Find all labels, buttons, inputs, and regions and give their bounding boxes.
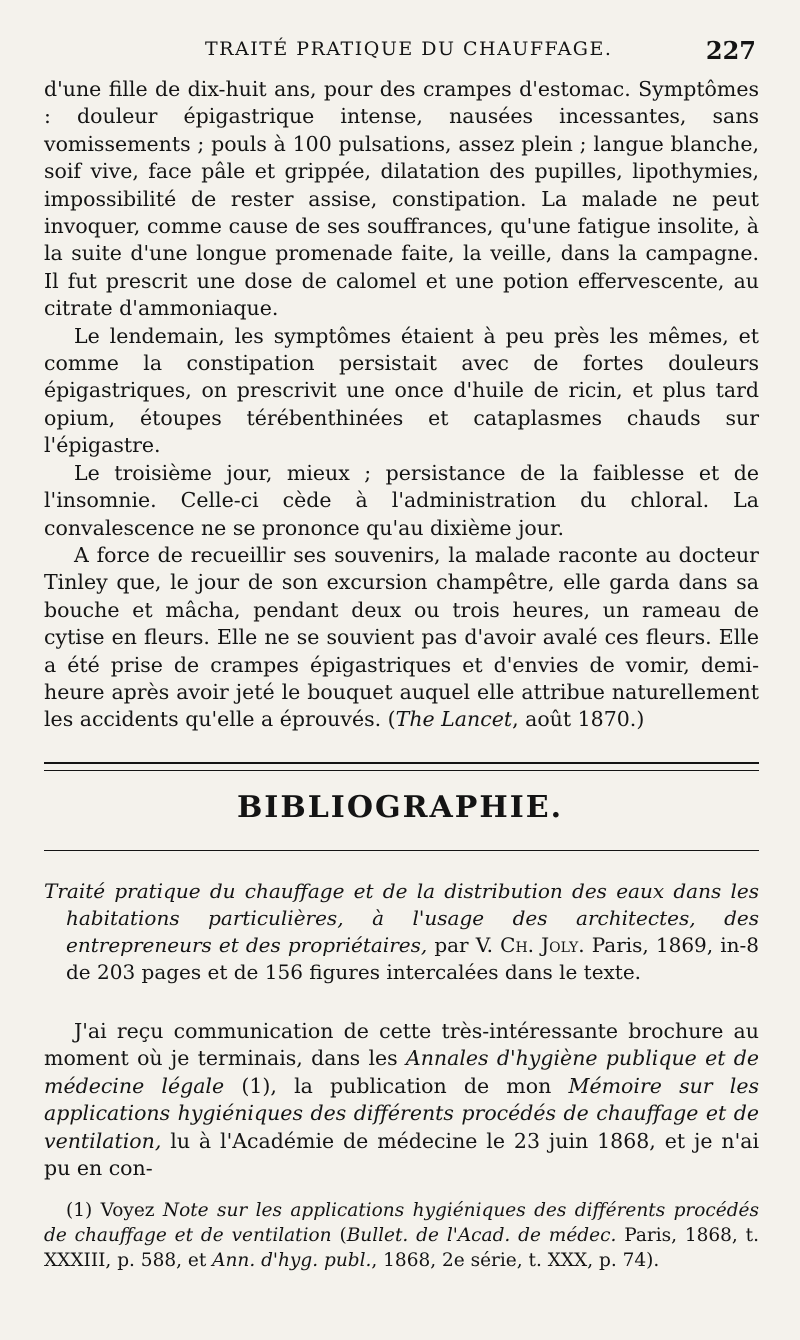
book-title: Traité pratique du chauffage et de la distribution des eaux dans les habitations particulières, à l'usage des architectes, des entrepreneurs et des propriétaires,: [44, 879, 759, 957]
section-divider-double: [44, 762, 759, 771]
review-part-2: (1), la publication de mon: [224, 1073, 569, 1098]
section-title: BIBLIOGRAPHIE.: [236, 790, 564, 825]
page-header: [0, 36, 800, 66]
case-report-text: [44, 76, 759, 734]
bibliography-entry: [44, 878, 759, 986]
book-details: . Paris, 1869, in-8 de 203 pages et de 156 figures intercalées dans le texte.: [66, 933, 759, 984]
review-part-1: J'ai reçu communication de cette très-intéressante brochure au moment où je terminais, dans les: [44, 1019, 759, 1071]
paragraph-next-day: Le lendemain, les symptômes étaient à peu près les mêmes, et comme la constipation persistait avec de fortes douleurs épigastriques, on prescrivit une once d'huile de ricin, et plus tard opium, étoupes térébenthinées et cataplasmes chauds sur l'épigastre.: [44, 323, 759, 458]
paragraph-third-day: Le troisième jour, mieux ; persistance de la faiblesse et de l'insomnie. Celle-ci cède à l'administration du chloral. La convalescence ne se prononce qu'au dixième jour.: [44, 460, 759, 540]
paragraph-review: [44, 1018, 759, 1182]
review-part-3: lu à l'Académie de médecine le 23 juin 1868, et je n'ai pu en con-: [44, 1128, 759, 1181]
cause-text: A force de recueillir ses souvenirs, la malade raconte au docteur Tinley que, le jour de son excursion champêtre, elle garda dans sa bouche et mâcha, pendant deux ou trois heures, un rameau de cytise en fleurs. Elle ne se souvient pas d'avoir avalé ces fleurs. Elle a été prise de crampes épigastriques et d'envies de vomir, demi-heure après avoir jeté le bouquet auquel elle attribue naturellement les accidents qu'elle a éprouvés. (: [44, 542, 759, 732]
footnote: [44, 1198, 759, 1273]
source-date: , août 1870.): [512, 707, 645, 732]
paragraph-cause: [44, 542, 759, 734]
review-text: [44, 1018, 759, 1182]
footnote-part-2: (: [331, 1225, 347, 1246]
page-number: 227: [705, 36, 756, 65]
footnote-italic-2: Bullet. de l'Acad. de médec.: [346, 1225, 617, 1246]
footnote-part-4: , 1868, 2e série, t. XXX, p. 74).: [371, 1250, 660, 1271]
source-journal: The Lancet: [395, 707, 513, 732]
footnote-italic-1: Note sur les applications hygiéniques des différents procédés de chauffage et de ventilation: [44, 1200, 759, 1246]
footnote-text: [44, 1198, 759, 1273]
review-journal: Annales d'hygiène publique et de médecine légale: [44, 1046, 759, 1098]
footnote-part-3: Paris, 1868, t. XXXIII, p. 588, et: [44, 1225, 759, 1271]
review-memoire: Mémoire sur les applications hygiéniques des différents procédés de chauffage et de ventilation,: [44, 1073, 760, 1153]
footnote-part-1: (1) Voyez: [66, 1200, 163, 1221]
paragraph-symptoms: d'une fille de dix-huit ans, pour des crampes d'estomac. Symptômes : douleur épigastrique intense, nausées incessantes, sans vomissements ; pouls à 100 pulsations, assez plein ; langue blanche, soif vive, face pâle et grippée, dilatation des pupilles, lipothymies, impossibilité de rester assise, constipation. La malade ne peut invoquer, comme cause de ses souffrances, qu'une fatigue insolite, à la suite d'une longue promenade faite, la veille, dans la campagne. Il fut prescrit une dose de calomel et une potion effervescente, au citrate d'ammoniaque.: [44, 77, 759, 321]
footnote-italic-3: Ann. d'hyg. publ.: [212, 1250, 372, 1271]
bibliography-reference: [44, 878, 759, 986]
book-author: V. Ch. Joly: [475, 933, 579, 957]
section-divider-single: [44, 850, 759, 851]
running-title: TRAITÉ PRATIQUE DU CHAUFFAGE.: [205, 38, 613, 60]
by-word: par: [427, 933, 476, 957]
